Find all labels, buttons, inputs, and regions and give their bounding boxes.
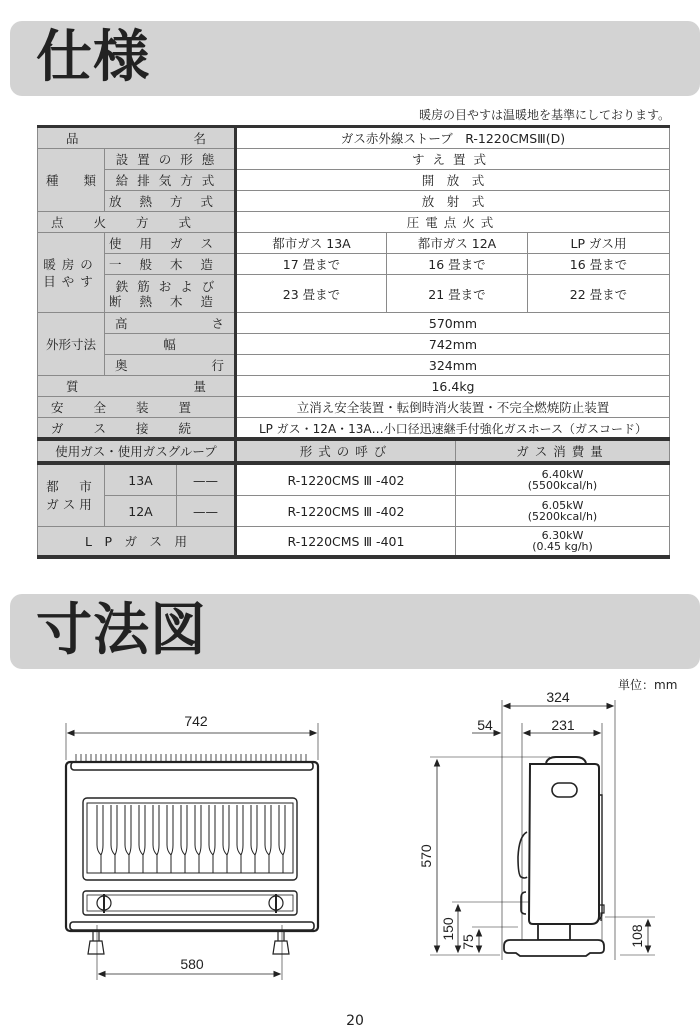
- spec-section-title: 仕様: [36, 25, 150, 90]
- side-150-dim: 150: [440, 917, 456, 941]
- product-name-value: ガス赤外線ストーブ R-1220CMSⅢ(D): [236, 127, 670, 149]
- row-type-1: 種 類 設置の形態 すえ置式: [38, 149, 670, 170]
- page-number: 20: [346, 1013, 364, 1029]
- side-depth-dim: 324: [546, 690, 570, 705]
- spec-table: [37, 125, 670, 439]
- gas-row-12a: 12A —— R-1220CMS Ⅲ -402 6.05kW (5200kcal/h): [38, 496, 670, 527]
- gas-row-13a: 都 市 ガス用 13A —— R-1220CMS Ⅲ -402 6.40kW (5500kcal/h): [38, 463, 670, 496]
- row-ignition: 点火方式 圧電点火式: [38, 212, 670, 233]
- unit-label: 単位：mm: [618, 678, 678, 692]
- gas-row-lp: L P ガ ス 用 R-1220CMS Ⅲ -401 6.30kW (0.45 kg/h): [38, 527, 670, 558]
- row-wood: 一般木造 17 畳まで 16 畳まで 16 畳まで: [38, 254, 670, 275]
- row-safety: 安全装置 立消え安全装置・転倒時消火装置・不完全燃焼防止装置: [38, 397, 670, 418]
- spec-section-banner: [10, 21, 700, 96]
- row-product-name: 品 名 ガス赤外線ストーブ R-1220CMSⅢ(D): [38, 127, 670, 149]
- row-width: 幅 742mm: [38, 334, 670, 355]
- dimension-section-title: 寸法図: [36, 598, 207, 663]
- side-offset-dim: 54: [477, 717, 493, 733]
- gas-table-header: 使用ガス・使用ガスグループ 形式の呼び ガス消費量: [38, 439, 670, 463]
- gas-consumption-table: [37, 437, 670, 559]
- row-height: 外形寸法 高 さ 570mm: [38, 313, 670, 334]
- side-height-dim: 570: [418, 844, 434, 868]
- row-type-2: 給排気方式 開 放 式: [38, 170, 670, 191]
- front-width-dim: 742: [184, 713, 208, 729]
- side-75-dim: 75: [460, 934, 476, 950]
- front-view-drawing: [0, 700, 360, 990]
- row-mass: 質 量 16.4kg: [38, 376, 670, 397]
- row-type-3: 放熱方式 放 射 式: [38, 191, 670, 212]
- side-base-dim: 231: [551, 717, 575, 733]
- row-gas-type: 暖房の 目やす 使用ガス 都市ガス 13A 都市ガス 12A LP ガス用: [38, 233, 670, 254]
- side-view-drawing: [410, 690, 700, 970]
- front-leg-span-dim: 580: [180, 956, 204, 972]
- row-rc: 鉄筋および 断熱木造 23 畳まで 21 畳まで 22 畳まで: [38, 275, 670, 313]
- row-depth: 奥 行 324mm: [38, 355, 670, 376]
- side-108-dim: 108: [629, 924, 645, 948]
- dimension-section-banner: [10, 594, 700, 669]
- row-gas-connection: ガス接続 LP ガス・12A・13A…小口径迅速継手付強化ガスホース（ガスコード）: [38, 418, 670, 439]
- spec-note: 暖房の目やすは温暖地を基準にしております。: [418, 108, 670, 122]
